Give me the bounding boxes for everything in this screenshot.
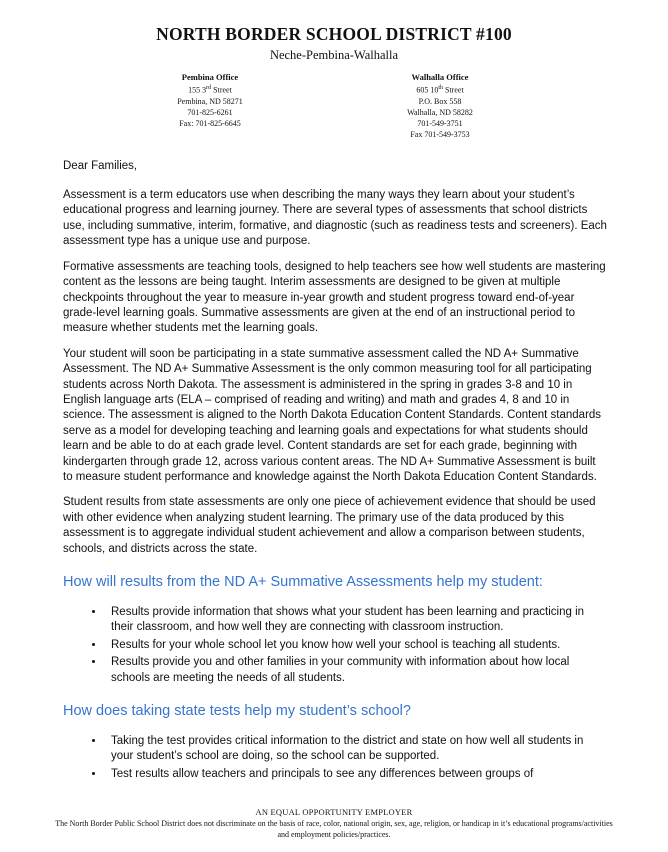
bullet-item: • Results provide information that shows what your student has been learning and practicing in their classroom, and how well they are connecting with classroom instruction. <box>105 605 607 636</box>
office-line: 701-549-3751 <box>417 118 463 128</box>
office-columns <box>0 63 668 140</box>
office-line: 701-825-6261 <box>187 107 233 117</box>
bullet-item: • Taking the test provides critical information to the district and state on how well all students in your student’s school are doing, so the school can be supported. <box>105 734 607 765</box>
district-title: NORTH BORDER SCHOOL DISTRICT #100 <box>156 24 512 44</box>
office-line: Fax: 701-825-6645 <box>179 118 241 128</box>
office-line: 155 3rd Street <box>188 85 232 95</box>
paragraph: Your student will soon be participating in a state summative assessment called the ND A+ Summative Assessment. The ND A+ Summative Assessment is the only common measuring tool for all participating students across North Dakota. The assessment is administered in the spring in grades 3-8 and 10 in English language arts (ELA – comprised of reading and writing) and math and grades 4, 8 and 10 in science. The assessment is aligned to the North Dakota Education Content Standards. Content standards serve as a model for developing teaching and learning goals and expectations for what students should learn and be able to do at each grade level. Content standards are set for each grade, beginning with kindergarten through grade 12, across various content areas. The ND A+ Summative Assessment is built to measure student performance and knowledge against the North Dakota Education Content Standards. <box>63 347 602 483</box>
office-line: P.O. Box 558 <box>418 96 462 106</box>
office-line: Pembina, ND 58271 <box>177 96 243 106</box>
footer-nondiscrimination: The North Border Public School District does not discriminate on the basis of race, color, national origin, sex, age, religion, or handicap in it’s educational programs/activities and employment policies/practices. <box>55 819 613 839</box>
letter-sections <box>63 573 607 782</box>
bullet-item: • Test results allow teachers and principals to see any differences between groups of <box>105 767 607 782</box>
paragraph: Formative assessments are teaching tools, designed to help teachers see how well students are mastering content as the lessons are being taught. Interim assessments are designed to be given at multiple checkpoints throughout the year to measure in-year growth and student progress toward end-of-year grade-level learning goals. Summative assessments are given at the end of an instructional period to measure whether students met the learning goals. <box>63 260 606 335</box>
paragraph: Assessment is a term educators use when describing the many ways they learn about your student’s educational progress and learning journey. There are several types of assessments that school districts use, including summative, interim, formative, and diagnostic (such as readiness tests and screeners). Each assessment type has a unique use and purpose. <box>63 189 607 248</box>
bullet-item: • Results provide you and other families in your community with information about how local schools are meeting the needs of all students. <box>105 655 607 686</box>
salutation: Dear Families, <box>63 159 138 172</box>
district-subtitle: Neche-Pembina-Walhalla <box>269 48 399 62</box>
office-block <box>330 72 550 140</box>
office-line: 605 10th Street <box>416 85 464 95</box>
paragraph: Student results from state assessments are only one piece of achievement evidence that should be used with other evidence when analyzing student learning. The primary use of the data produced by this assessment is to aggregate individual student achievement and allow a comparison between students, schools, and districts across the state. <box>63 496 596 555</box>
bullet-list <box>63 734 607 782</box>
footer-equal-opportunity: AN EQUAL OPPORTUNITY EMPLOYER <box>255 807 413 817</box>
office-line: Walhalla, ND 58282 <box>407 107 473 117</box>
office-name: Walhalla Office <box>411 72 469 82</box>
office-line: Fax 701-549-3753 <box>410 129 470 139</box>
letter-paragraphs <box>63 188 607 557</box>
section-heading: How will results from the ND A+ Summative Assessments help my student: <box>63 574 543 590</box>
page-footer <box>0 807 668 840</box>
bullet-list <box>63 605 607 686</box>
office-block <box>100 72 320 140</box>
section-heading: How does taking state tests help my student’s school? <box>63 703 411 720</box>
letterhead <box>0 0 668 140</box>
office-name: Pembina Office <box>181 72 239 82</box>
letter-body <box>63 159 607 783</box>
bullet-item: • Results for your whole school let you know how well your school is teaching all students. <box>105 638 607 653</box>
